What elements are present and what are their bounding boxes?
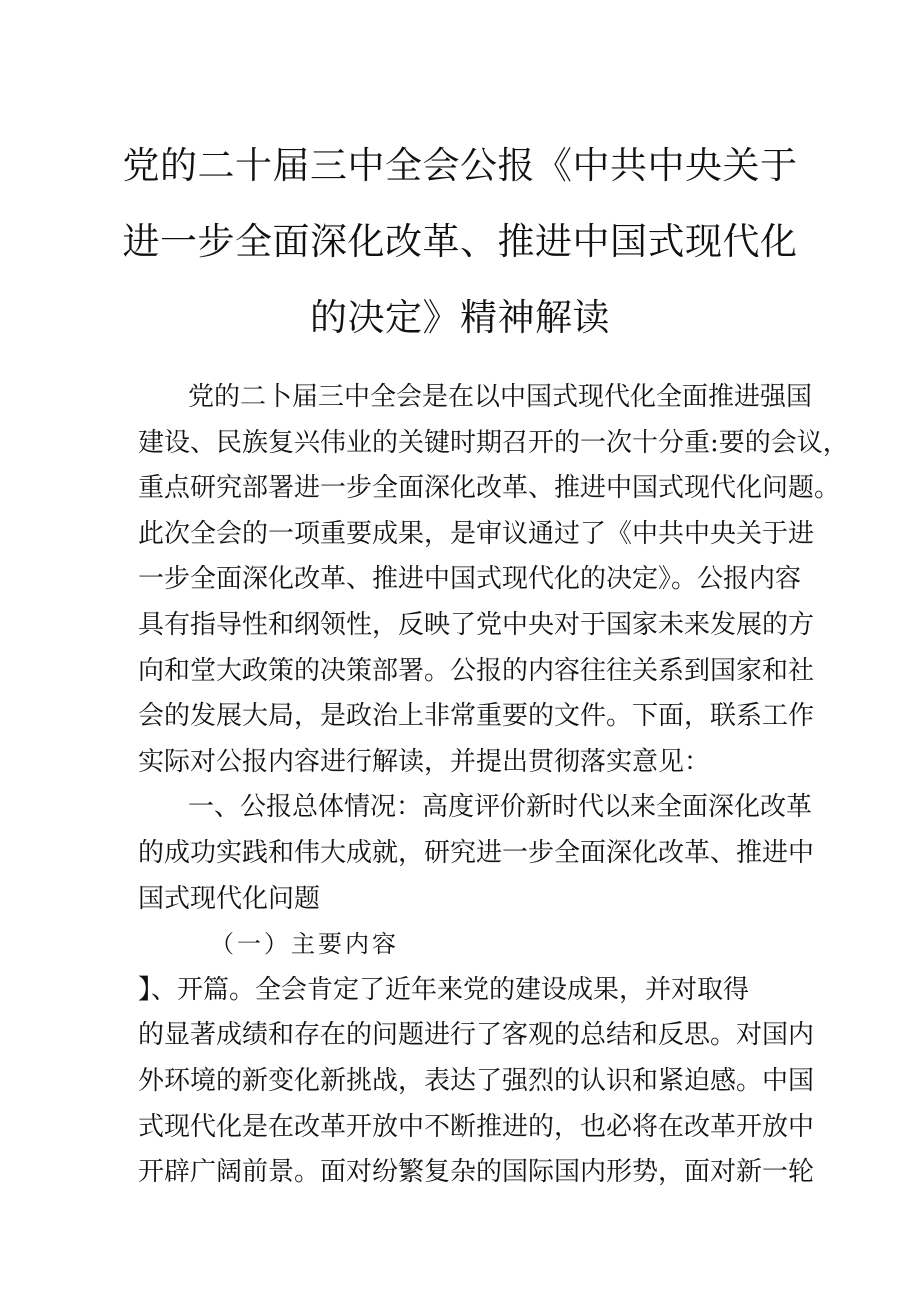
paragraph-line: 重点研究部署进一步全面深化改革、推进中国式现代化问题。 <box>138 473 841 504</box>
paragraph-line: 】、开篇。全会肯定了近年来党的建设成果，并对取得 <box>138 974 750 1005</box>
section-heading-line: 的成功实践和伟大成就，研究进一步全面深化改革、推进中 <box>138 837 815 868</box>
section-heading-line: 国式现代化问题 <box>138 883 321 914</box>
paragraph-line: 式现代化是在改革开放中不断推进的，也必将在改革开放中 <box>138 1111 815 1142</box>
paragraph-line: 建设、民族复兴伟业的关键时期召开的一次十分重:要的会议， <box>138 427 849 458</box>
paragraph-line: 外环境的新变化新挑战，表达了强烈的认识和紧迫感。中国 <box>138 1065 815 1096</box>
paragraph-line: 党的二卜届三中全会是在以中国式现代化全面推进强国 <box>188 382 813 412</box>
title-line: 的决定》精神解读 <box>310 296 610 339</box>
paragraph-line: 的显著成绩和存在的问题进行了客观的总结和反思。对国内 <box>138 1020 815 1051</box>
subsection-heading: （一）主要内容 <box>210 930 399 959</box>
paragraph-line: 开辟广阔前景。面对纷繁复杂的国际国内形势，面对新一轮 <box>138 1157 815 1188</box>
section-heading-line: 一、公报总体情况：高度评价新时代以来全面深化改革 <box>188 792 813 823</box>
document-title <box>120 128 800 356</box>
title-line: 党的二十届三中全会公报《中共中央关于 <box>122 144 798 187</box>
paragraph-line: 具有指导性和纲领性，反映了党中央对于国家未来发展的方 <box>138 609 815 640</box>
paragraph-line: 实际对公报内容进行解读，并提出贯彻落实意见： <box>138 746 711 777</box>
document-body <box>138 375 849 1196</box>
title-line: 进一步全面深化改革、推进中国式现代化 <box>122 220 798 263</box>
paragraph-line: 会的发展大局，是政治上非常重要的文件。下面，联系工作 <box>138 701 815 732</box>
paragraph-line: 一步全面深化改革、推进中国式现代化的决定》。公报内容 <box>138 564 802 595</box>
paragraph-line: 向和堂大政策的决策部署。公报的内容往往关系到国家和社 <box>138 655 815 686</box>
paragraph-line: 此次全会的一项重要成果，是审议通过了《中共中央关于进 <box>138 518 815 549</box>
